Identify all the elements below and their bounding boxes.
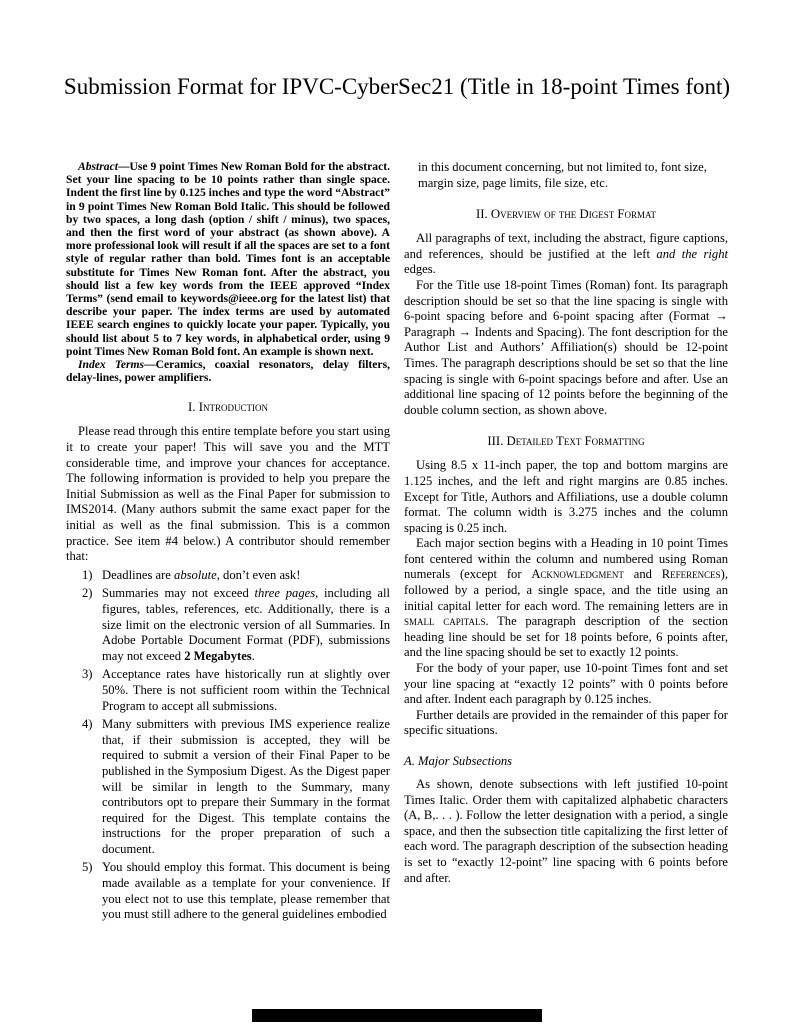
list-item-number: 4) [82, 717, 93, 732]
list-item-5 [66, 860, 390, 922]
list-item-number: 3) [82, 667, 93, 682]
introduction-paragraph: Please read through this entire template before you start using it to create your paper! This will save you and the MTT considerable time, and improve your chances for acceptance. The following information is provided to help you prepare the Initial Submission as well as the Final Paper for submission to IMS2014. (Many authors submit the same exact paper for the initial as well as the final submission. This is a common practice. See item #4 below.) A contributor should remember that: [66, 424, 390, 564]
list-item-number: 1) [82, 567, 93, 582]
overview-paragraph-2: For the Title use 18-point Times (Roman) font. Its paragraph description should be set so that the line spacing is single with 6-point spacing before and 6-point spacing after (Format → Paragraph → Indents and Spacing). The font description for the Author List and Authors’ Affiliation(s) should be 12-point Times. The paragraph descriptions should be set so that the line spacing is single with 6-point spacings before and after. Use an additional line spacing of 12 points before the beginning of the double column section, as shown above. [404, 277, 728, 417]
list-item-2 [66, 586, 390, 664]
list-item-text: Many submitters with previous IMS experience realize that, if their submission is accepted, they will be required to submit a version of their Final Paper to be published in the Symposium Digest. As the Digest paper will be similar in length to the Summary, many contributors opt to prepare their Summary in the format required for the Digest. This template contains the instructions for the proper preparation of such a document. [102, 717, 390, 856]
numbered-list [66, 568, 390, 923]
list-item-number: 5) [82, 860, 93, 875]
left-column [66, 160, 390, 923]
formatting-paragraph-4: Further details are provided in the remainder of this paper for specific situations. [404, 707, 728, 738]
subsection-heading-major-subsections: A. Major Subsections [404, 754, 513, 768]
list-item-3 [66, 667, 390, 714]
list-item-text: You should employ this format. This document is being made available as a template for your convenience. If you elect not to use this template, please remember that you must still adhere to the general guidelines embodied [102, 860, 390, 922]
list-item-text: Acceptance rates have historically run at slightly over 50%. There is not sufficient room within the Technical Program to accept all submissions. [102, 667, 390, 713]
list-item-4 [66, 717, 390, 857]
list-item-continuation: in this document concerning, but not limited to, font size, margin size, page limits, file size, etc. [418, 160, 707, 190]
major-subsections-paragraph: As shown, denote subsections with left justified 10-point Times Italic. Order them with capitalized alphabetic characters (A, B,. . . ). Follow the letter designation with a period, a single space, and then the subsection title capitalizing the first letter of each word. The paragraph description of the subsection heading is set to “exactly 12-point” line spacing with 6 points before and after. [404, 777, 728, 885]
formatting-paragraph-2: Each major section begins with a Heading in 10 point Times font centered within the column and numbered using Roman numerals (except for Acknowledgment and References), followed by a period, a single space, and the title using an initial capital letter for each word. The remaining letters are in small capitals. The paragraph description of the section heading line should be set for 18 points before, 6 points after, and the line spacing should be set to exactly 12 points. [404, 536, 728, 660]
list-item-text: Summaries may not exceed three pages, including all figures, tables, references, etc. Additionally, there is a size limit on the electronic version of all Summaries. In Adobe Portable Document Format (PDF), submissions may not exceed 2 Megabytes. [102, 586, 390, 663]
list-item-text: Deadlines are absolute, don’t even ask! [102, 567, 301, 582]
paper-title: Submission Format for IPVC-CyberSec21 (Title in 18-point Times font) [63, 74, 731, 99]
two-column-body [66, 160, 728, 923]
list-item-number: 2) [82, 586, 93, 601]
formatting-paragraph-3: For the body of your paper, use 10-point Times font and set your line spacing at “exactly 12 points” with 0 points before and after. Indent each paragraph by 0.125 inches. [404, 661, 728, 707]
section-heading-introduction: I. Introduction [188, 400, 268, 415]
overview-paragraph-1: All paragraphs of text, including the abstract, figure captions, and references, should be justified at the left and the right edges. [404, 231, 728, 277]
footer-black-bar [252, 1009, 542, 1022]
list-item-1 [66, 568, 390, 584]
abstract-paragraph: Abstract—Use 9 point Times New Roman Bold for the abstract. Set your line spacing to be 10 points rather than single space. Indent the first line by 0.125 inches and type the word “Abstract” in 9 point Times New Roman Bold Italic. This should be followed by two spaces, a long dash (option / shift / minus), two spaces, and then the first word of your abstract (as shown above). A more professional look will result if all the spaces are set to a font style of regular rather than bold. Times font is an acceptable substitute for Times New Roman font. After the abstract, you should list a few key words from the IEEE approved “Index Terms” (send email to keywords@ieee.org for the latest list) that describe your paper. The index terms are used by automated IEEE search engines to quickly locate your paper. Typically, you should list about 5 to 7 key words, in alphabetical order, using 9 point Times New Roman Bold font. An example is shown next. [66, 160, 390, 358]
index-terms-paragraph: Index Terms—Ceramics, coaxial resonators, delay filters, delay-lines, power amplifiers. [66, 358, 390, 385]
section-heading-overview: II. Overview of the Digest Format [475, 207, 657, 222]
section-heading-detailed-text-formatting: III. Detailed Text Formatting [487, 434, 645, 449]
formatting-paragraph-1: Using 8.5 x 11-inch paper, the top and bottom margins are 1.125 inches, and the left and right margins are 0.85 inches. Except for Title, Authors and Affiliations, use a double column format. The column width is 3.275 inches and the column spacing is 0.25 inch. [404, 458, 728, 535]
right-column [404, 160, 728, 886]
